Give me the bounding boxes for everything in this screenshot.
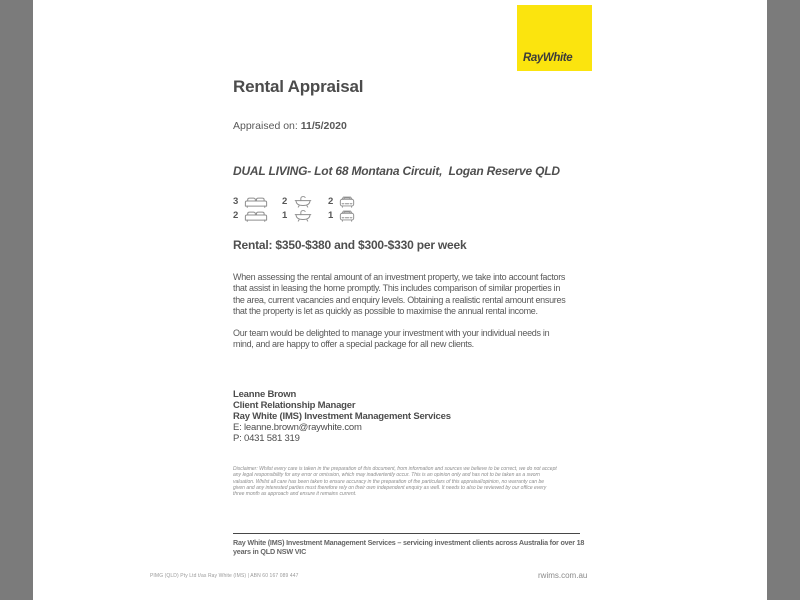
bath-icon — [293, 195, 328, 208]
paragraph-line: the area, current vacancies and enquiry levels. Obtaining a realistic rental amount ensures — [233, 294, 566, 305]
raywhite-logo-text: RayWhite — [523, 52, 573, 64]
left-gray-border — [0, 0, 33, 600]
paragraph-line: that the property is let as quickly as possible to maximise the annual rental income. — [233, 306, 538, 317]
footer-tagline — [233, 533, 585, 556]
signature-block — [233, 389, 451, 444]
property-features — [233, 194, 359, 222]
appraisal-paragraph-1 — [233, 272, 565, 318]
beds-count: 3 — [233, 195, 239, 207]
appraisal-paragraph-2 — [233, 328, 549, 351]
baths-count: 2 — [282, 195, 288, 207]
bath-icon — [293, 209, 328, 222]
bed-icon — [244, 209, 282, 222]
agent-email: E: leanne.brown@raywhite.com — [233, 422, 362, 433]
paragraph-line: Our team would be delighted to manage your investment with your individual needs in — [233, 328, 550, 338]
right-gray-border — [767, 0, 800, 600]
paragraph-line: mind, and are happy to offer a special package for all new clients. — [233, 339, 474, 350]
car-icon — [339, 195, 359, 208]
baths-count: 1 — [282, 209, 288, 221]
raywhite-logo — [517, 5, 592, 71]
appraised-on-line — [233, 120, 347, 132]
car-icon — [339, 209, 359, 222]
appraised-date: 11/5/2020 — [300, 120, 347, 132]
feature-row-dwelling-2 — [233, 208, 359, 222]
cars-count: 1 — [328, 209, 334, 221]
cars-count: 2 — [328, 195, 334, 207]
rental-amount-heading: Rental: $350-$380 and $300-$330 per week — [233, 238, 467, 252]
paragraph-line: When assessing the rental amount of an investment property, we take into account factors — [233, 272, 566, 282]
agent-role: Client Relationship Manager — [233, 400, 356, 411]
agent-company: Ray White (IMS) Investment Management Services — [233, 411, 451, 422]
website-url: rwims.com.au — [538, 571, 588, 580]
agent-phone: P: 0431 581 319 — [233, 433, 300, 444]
agent-name: Leanne Brown — [233, 389, 297, 400]
bed-icon — [244, 195, 282, 208]
document-page — [33, 0, 767, 600]
company-abn-text: PIMG (QLD) Pty Ltd t/as Ray White (IMS) | ABN 60 167 089 447 — [150, 573, 299, 579]
disclaimer-text: Disclaimer: Whilst every care is taken in the preparation of this document, from information and sources we believe to be correct, we do not accept any legal responsibility for any error or omission, which may inadvertently occur. This is an opinion only and has not to be taken as a sworn valuation. Whilst all care has been taken to ensure accuracy in the preparation of the particulars of this appraisal/opinion, no warranty can be given and any interested parties must therefore rely on their own independent enquiry as well. It needs to also be reviewed by our office every three month as approach and ensure it remains current. — [233, 466, 557, 498]
footer-tagline-line: years in QLD NSW VIC — [233, 547, 307, 556]
footer-tagline-line: Ray White (IMS) Investment Management Services – servicing investment clients across Australia for over 18 — [233, 538, 585, 547]
feature-row-dwelling-1 — [233, 194, 359, 208]
property-address: DUAL LIVING- Lot 68 Montana Circuit, Logan Reserve QLD — [233, 164, 560, 178]
page-title: Rental Appraisal — [233, 77, 364, 96]
beds-count: 2 — [233, 209, 239, 221]
appraised-on-label: Appraised on: — [233, 120, 301, 132]
paragraph-line: that assist in leasing the home promptly. This includes comparison of similar properties in — [233, 283, 561, 294]
